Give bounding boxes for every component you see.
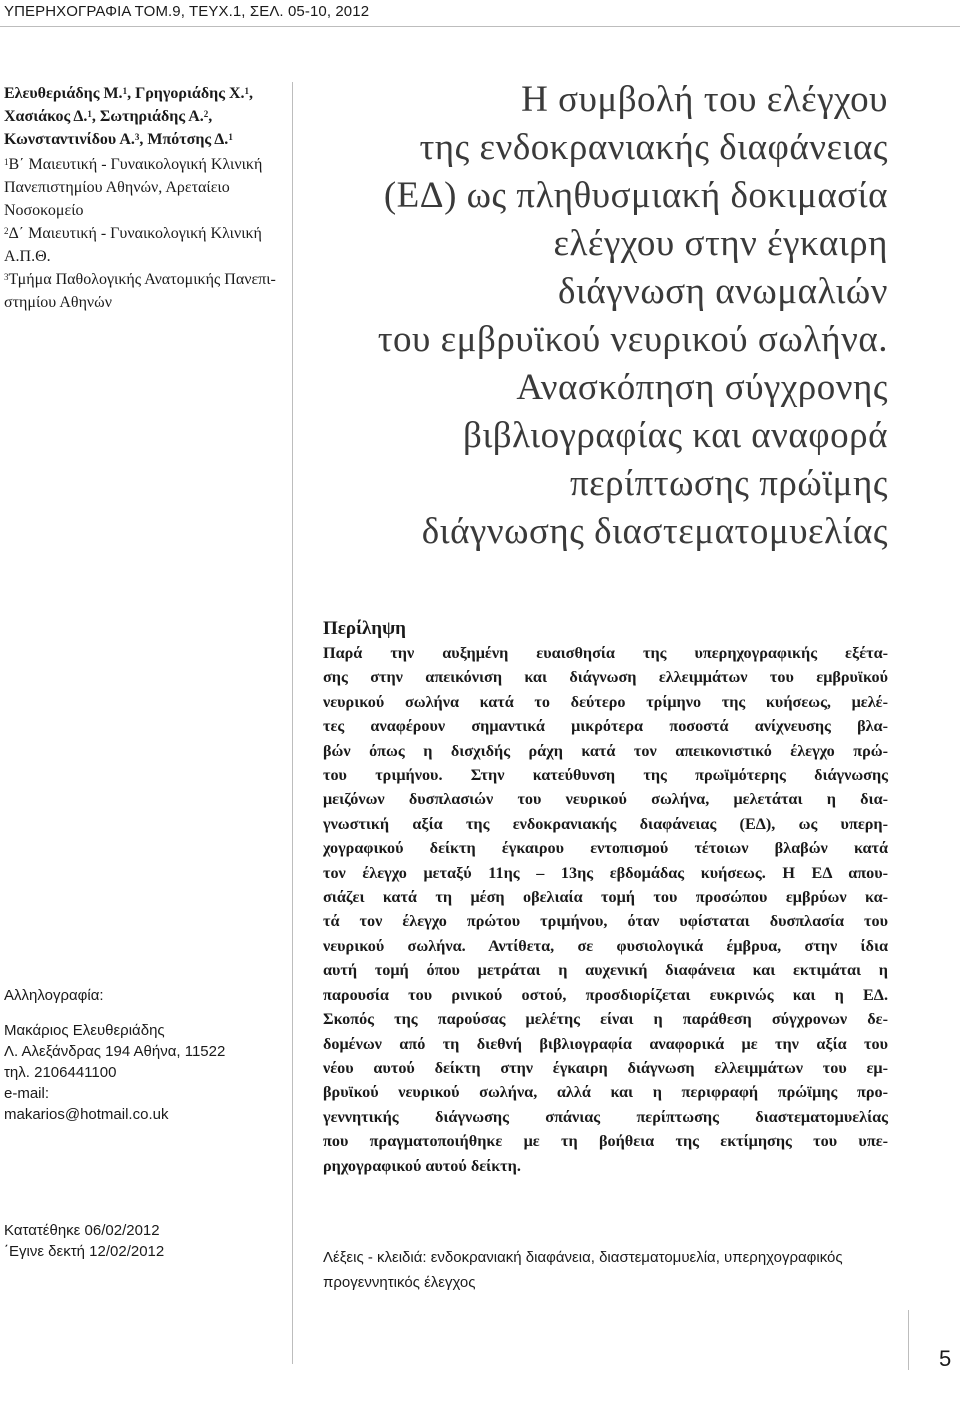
abstract-line: γνωστική αξία της ενδοκρανιακής διαφάνειας (ΕΔ), ως υπερη-: [323, 814, 888, 833]
abstract-line: βρυϊκού νευρικού σωλήνα, αλλά και η περιφραφή πρώϊμης προ-: [323, 1083, 888, 1102]
title-line: βιβλιογραφίας και αναφορά: [463, 415, 888, 456]
keywords-block: [323, 1245, 888, 1295]
abstract-line: Παρά την αυξημένη ευαισθησία της υπερηχογραφικής εξέτα-: [323, 644, 888, 662]
title-line: Η συμβολή του ελέγχου: [521, 79, 888, 120]
affiliation-3: [4, 268, 289, 314]
author-name: Χασιάκος Δ.: [4, 108, 88, 125]
abstract-line: δομένων από τη διεθνή βιβλιογραφία αναφορικά με την αξία του: [323, 1034, 888, 1053]
page-number: 5: [908, 1310, 960, 1370]
abstract-line: γεννητικής διάγνωσης σπάνιας περίπτωσης διαστεματομυελίας: [323, 1107, 888, 1126]
author-name: Κωνσταντινίδου Α.: [4, 131, 135, 148]
abstract-line: τά τον έλεγχο πρώτου τριμήνου, όταν υφίσταται δυσπλασία του: [323, 912, 888, 931]
accepted-date: ΄Εγινε δεκτή 12/02/2012: [4, 1243, 165, 1260]
author-name: Ελευθεριάδης Μ.: [4, 85, 123, 102]
abstract-line: νευρικού σωλήνα. Αντίθετα, σε φυσιολογικά έμβρυα, στην ίδια: [323, 936, 888, 955]
title-line: ελέγχου στην έγκαιρη: [553, 223, 888, 264]
abstract-line: τον έλεγχο μεταξύ 11ης – 13ης εβδομάδας κυήσεως. Η ΕΔ απου-: [323, 863, 888, 882]
affiliation-marker: 1: [244, 86, 250, 96]
abstract-line: του τριμήνου. Στην κατεύθυνση της πρωϊμότερης διάγνωσης: [323, 766, 888, 785]
separator: ,: [249, 85, 254, 102]
affiliation-marker: 2: [4, 226, 9, 236]
abstract-section: [323, 616, 888, 1178]
keywords-line: προγεννητικός έλεγχος: [323, 1274, 476, 1291]
abstract-line: νέου αυτού δείκτη στην έγκαιρη διάγνωση ελλειμμάτων του εμ-: [323, 1058, 888, 1077]
affiliation-marker: 1: [87, 109, 92, 119]
affiliation-text: Δ΄ Μαιευτική - Γυναικολογική Κλινική Α.Π.Θ.: [4, 225, 262, 265]
title-line: του εμβρυϊκού νευρικού σωλήνα.: [377, 319, 888, 360]
abstract-line: ρηχογραφικού αυτού δείκτη.: [323, 1156, 521, 1175]
author-line-1: [4, 82, 289, 105]
email-label: e-mail:: [4, 1085, 50, 1102]
separator: ,: [208, 108, 213, 125]
dates-block: [4, 1220, 284, 1262]
affiliation-1: [4, 153, 289, 222]
affiliation-marker: 1: [4, 157, 9, 167]
abstract-line: χογραφικού δείκτη έγκαιρου εντοπισμού τέτοιων βλαβών κατά: [323, 839, 888, 858]
affiliation-text: στημίου Αθηνών: [4, 294, 112, 311]
affiliation-marker: 1: [228, 132, 233, 142]
column-divider: [292, 82, 293, 1364]
affiliation-2: [4, 222, 289, 268]
abstract-line: τες αναφέρουν σημαντικά μικρότερα ποσοστά ανίχνευσης βλα-: [323, 717, 888, 736]
submitted-date: Κατατέθηκε 06/02/2012: [4, 1222, 160, 1239]
correspondence-name: Μακάριος Ελευθεριάδης: [4, 1022, 165, 1039]
article-title: [300, 76, 888, 556]
affiliation-text: Πανεπιστημίου Αθηνών, Αρεταίειο Νοσοκομείο: [4, 179, 230, 219]
header-divider: [0, 26, 960, 27]
abstract-body: [323, 641, 888, 1178]
abstract-line: νευρικού σωλήνα κατά το δεύτερο τρίμηνο της κυήσεως, μελέ-: [323, 692, 888, 711]
abstract-line: βών όπως η δισχιδής ράχη κατά τον απεικονιστικό έλεγχο πρώ-: [323, 741, 888, 760]
affiliation-marker: 2: [203, 109, 209, 119]
title-line: της ενδοκρανιακής διαφάνειας: [419, 127, 888, 168]
author-name: , Σωτηριάδης Α.: [91, 108, 204, 125]
abstract-line: παρουσία του ρινικού οστού, προσδιορίζεται ευκρινώς και η ΕΔ.: [323, 985, 888, 1004]
abstract-line: Σκοπός της παρούσας μελέτης είναι η παράθεση σύγχρονων δε-: [323, 1010, 888, 1029]
abstract-heading: Περίληψη: [323, 618, 406, 639]
running-header: ΥΠΕΡΗΧΟΓΡΑΦΙΑ ΤΟΜ.9, ΤΕΥΧ.1, ΣΕΛ. 05-10, 2012: [4, 3, 370, 20]
affiliation-text: Τμήμα Παθολογικής Ανατομικής Πανεπι-: [8, 271, 276, 288]
author-line-3: [4, 128, 289, 151]
abstract-line: σης στην απεικόνιση και διάγνωση ελλειμμάτων του εμβρυϊκού: [323, 668, 888, 687]
author-name: , Γρηγοριάδης Χ.: [127, 85, 245, 102]
affiliation-marker: 3: [4, 272, 9, 282]
correspondence-phone: τηλ. 2106441100: [4, 1064, 117, 1081]
title-line: διάγνωση ανωμαλιών: [558, 271, 888, 312]
affiliation-text: Β΄ Μαιευτική - Γυναικολογική Κλινική: [8, 156, 263, 173]
keywords-line: Λέξεις - κλειδιά: ενδοκρανιακή διαφάνεια, διαστεματομυελία, υπερηχογραφικός: [323, 1249, 843, 1266]
title-line: Ανασκόπηση σύγχρονης: [516, 367, 888, 408]
abstract-line: σιάζει κατά τη μέση οβελιαία τομή του προσώπου εμβρύων κα-: [323, 888, 888, 907]
correspondence-label: Αλληλογραφία:: [4, 987, 104, 1004]
title-line: περίπτωσης πρώϊμης: [569, 463, 888, 504]
abstract-line: μειζόνων δυσπλασιών του νευρικού σωλήνα, μελετάται η δια-: [323, 790, 888, 809]
author-line-2: [4, 105, 289, 128]
correspondence-email[interactable]: makarios@hotmail.co.uk: [4, 1106, 169, 1123]
abstract-line: που πραγματοποιήθηκε με τη βοήθεια της εκτίμησης του υπε-: [323, 1132, 888, 1151]
abstract-line: αυτή τομή όπου μετράται η αυχενική διαφάνεια και εκτιμάται η: [323, 961, 888, 980]
affiliation-marker: 1: [122, 86, 128, 96]
author-names: [4, 82, 289, 151]
author-block: [4, 82, 289, 314]
title-line: (ΕΔ) ως πληθυσμιακή δοκιμασία: [383, 175, 888, 216]
title-line: διάγνωσης διαστεματομυελίας: [421, 511, 888, 552]
correspondence-address: Λ. Αλεξάνδρας 194 Αθήνα, 11522: [4, 1043, 226, 1060]
correspondence-block: [4, 985, 284, 1125]
affiliation-marker: 3: [134, 132, 140, 142]
author-name: , Μπότσης Δ.: [139, 131, 229, 148]
